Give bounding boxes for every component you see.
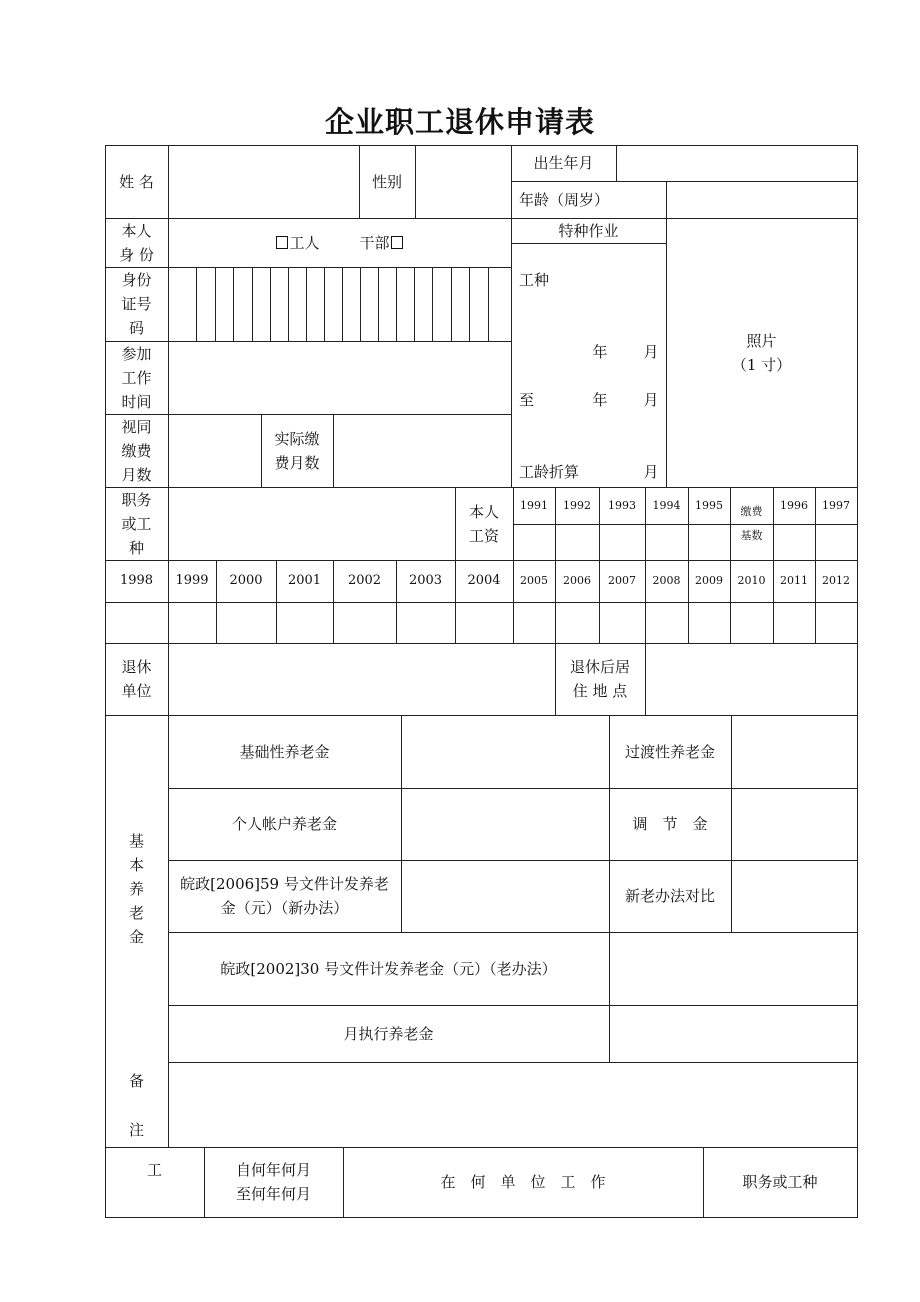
label-basic-pension: 基础性养老金 — [239, 742, 330, 761]
label-deemed-months-line: 视同 — [121, 417, 152, 436]
label-new-method — [168, 860, 401, 932]
grid-line-h — [105, 1217, 858, 1218]
label-wage-line: 本人 — [468, 502, 499, 521]
year-cell: 2006 — [563, 574, 591, 587]
grid-line-v — [252, 267, 253, 342]
label-identity-line: 本人 — [121, 221, 152, 240]
grid-line-v — [333, 414, 334, 488]
label-contribution-base-line: 基数 — [740, 528, 763, 542]
label-id-number-line: 证号 — [121, 295, 152, 313]
grid-line-v — [511, 145, 512, 488]
label-transition-pension: 过渡性养老金 — [624, 742, 715, 761]
label-basic-pension-vertical — [105, 715, 168, 1062]
label-actual-months — [261, 414, 333, 487]
grid-line-v — [196, 267, 197, 342]
label-residence-line: 住 地 点 — [572, 682, 628, 700]
year-cell: 1996 — [780, 498, 808, 512]
grid-line-v — [401, 715, 402, 933]
label-position-line: 或工 — [121, 514, 152, 533]
grid-line-v — [324, 267, 325, 342]
grid-line-v — [432, 267, 433, 342]
label-residence-line: 退休后居 — [569, 658, 630, 676]
label-deemed-months-line: 缴费 — [121, 441, 152, 460]
year-cell: 1994 — [652, 498, 681, 512]
grid-line-h — [513, 524, 858, 525]
label-to: 至 — [519, 391, 535, 409]
worker-label: 工人 — [289, 233, 320, 252]
label-wage — [455, 487, 513, 560]
label-deemed-months-line: 月数 — [121, 465, 152, 484]
label-old-method: 皖政[2002]30 号文件计发养老金（元）（老办法） — [220, 959, 557, 978]
label-identity — [105, 218, 168, 267]
grid-line-h — [511, 243, 667, 244]
label-work-start-line: 时间 — [121, 392, 152, 411]
year-cell: 1993 — [608, 498, 636, 512]
cadre-label: 干部 — [359, 233, 390, 252]
label-basic-pension-vertical-line: 金 — [128, 927, 144, 946]
label-adjustment: 调 节 金 — [632, 815, 708, 833]
label-retire-unit-line: 退休 — [121, 658, 152, 676]
grid-line-v — [451, 267, 452, 342]
cadre-checkbox[interactable] — [391, 236, 403, 249]
label-work-start — [105, 341, 168, 414]
label-name: 姓 名 — [119, 172, 154, 191]
label-basic-pension-vertical-line: 老 — [128, 903, 144, 922]
label-job-type: 工种 — [519, 271, 550, 289]
label-age: 年龄（周岁） — [519, 190, 610, 209]
grid-line-v — [360, 267, 361, 342]
label-work-start-line: 参加 — [121, 344, 152, 363]
label-gender: 性别 — [371, 172, 402, 191]
grid-line-v — [233, 267, 234, 342]
year-cell: 2008 — [652, 574, 681, 587]
year-cell: 1998 — [119, 573, 154, 588]
label-personal-pension: 个人帐户养老金 — [231, 815, 337, 833]
grid-line-v — [488, 267, 489, 342]
year-cell: 1997 — [822, 498, 850, 512]
year-cell: 2005 — [520, 574, 548, 587]
grid-line-v — [270, 267, 271, 342]
grid-line-v — [857, 145, 858, 1218]
year-cell: 1995 — [695, 498, 723, 512]
grid-line-v — [469, 267, 470, 342]
label-month: 月 — [643, 391, 659, 409]
year-cell: 2010 — [737, 574, 766, 587]
label-wage-line: 工资 — [468, 526, 499, 545]
label-period-line: 自何年何月 — [235, 1161, 311, 1179]
grid-line-h — [105, 602, 858, 603]
label-identity-line: 身 份 — [119, 245, 154, 264]
year-cell: 2004 — [467, 573, 501, 588]
label-basic-pension-vertical-line: 养 — [128, 879, 144, 898]
grid-line-h — [168, 1062, 858, 1063]
label-compare: 新老办法对比 — [624, 887, 715, 905]
year-cell: 2012 — [822, 574, 850, 587]
label-deemed-months — [105, 414, 168, 487]
label-id-number-line: 身份 — [121, 271, 152, 289]
label-contribution-base-line: 缴费 — [740, 504, 763, 518]
grid-line-v — [215, 267, 216, 342]
label-position-line: 职务 — [121, 490, 152, 509]
label-new-method-line: 金（元）（新办法） — [220, 899, 349, 917]
label-year: 年 — [592, 343, 608, 361]
label-basic-pension-vertical-line: 本 — [128, 855, 144, 874]
label-remark: 备 — [128, 1072, 144, 1090]
worker-checkbox[interactable] — [276, 236, 288, 249]
year-cell: 1999 — [175, 573, 209, 588]
label-year: 年 — [592, 391, 608, 409]
year-cell: 2001 — [287, 573, 322, 588]
year-cell: 1991 — [520, 498, 548, 512]
label-period-line: 至何年何月 — [235, 1185, 311, 1203]
grid-line-v — [306, 267, 307, 342]
label-month: 月 — [643, 343, 659, 361]
form-title: 企业职工退休申请表 — [324, 105, 595, 139]
grid-line-v — [645, 643, 646, 716]
grid-line-v — [415, 145, 416, 219]
photo-placeholder-line: 照片 — [746, 331, 777, 350]
label-where-worked: 在 何 单 位 工 作 — [440, 1173, 606, 1191]
year-cell: 2011 — [780, 574, 808, 587]
year-cell: 2007 — [608, 574, 636, 587]
label-actual-months-line: 费月数 — [274, 453, 320, 472]
label-residence — [555, 643, 645, 715]
photo-placeholder — [666, 218, 857, 487]
year-cell: 2000 — [229, 573, 263, 588]
grid-line-v — [342, 267, 343, 342]
year-cell: 2003 — [408, 573, 443, 588]
label-actual-months-line: 实际缴 — [274, 429, 320, 448]
grid-line-v — [288, 267, 289, 342]
label-position-or-type: 职务或工种 — [742, 1173, 818, 1191]
label-seniority: 工龄折算 — [519, 463, 580, 481]
grid-line-h — [105, 643, 858, 644]
label-position — [105, 487, 168, 560]
year-cell: 2009 — [695, 574, 723, 587]
label-monthly-pension: 月执行养老金 — [343, 1024, 434, 1043]
label-work: 工 — [146, 1161, 162, 1179]
label-birth: 出生年月 — [533, 154, 594, 172]
grid-line-v — [414, 267, 415, 342]
label-id-number-line: 码 — [128, 319, 144, 337]
photo-placeholder-line: （1 寸） — [731, 355, 792, 374]
label-id-number — [105, 267, 168, 341]
label-month: 月 — [643, 463, 659, 481]
grid-line-v — [731, 715, 732, 933]
label-basic-pension-vertical-line: 基 — [128, 831, 144, 850]
year-cell: 1992 — [563, 498, 591, 512]
label-retire-unit-line: 单位 — [121, 682, 152, 700]
label-retire-unit — [105, 643, 168, 715]
grid-line-h — [105, 145, 858, 146]
year-cell: 2002 — [347, 573, 382, 588]
label-work-start-line: 工作 — [121, 368, 152, 387]
label-special-work: 特种作业 — [558, 221, 619, 240]
identity-choice — [168, 218, 511, 267]
label-period — [204, 1147, 343, 1217]
grid-line-v — [396, 267, 397, 342]
label-remark: 注 — [128, 1121, 144, 1139]
label-position-line: 种 — [128, 538, 144, 557]
label-new-method-line: 皖政[2006]59 号文件计发养老 — [180, 875, 389, 893]
grid-line-v — [616, 145, 617, 182]
label-contribution-base — [730, 487, 773, 560]
grid-line-v — [378, 267, 379, 342]
